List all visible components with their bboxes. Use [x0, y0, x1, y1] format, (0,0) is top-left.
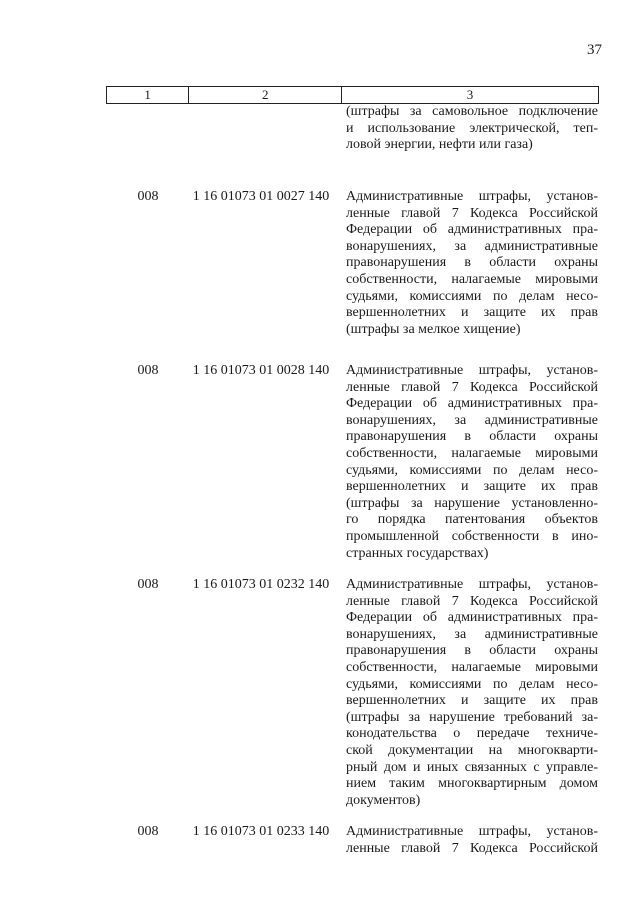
page-number: 37	[587, 42, 602, 58]
admin-code: 008	[137, 363, 159, 378]
header-col-1: 1	[107, 87, 189, 104]
kbk-code: 1 16 01073 01 0233 140	[192, 824, 330, 839]
row-description: Административные штрафы, установ- ленные главой 7 Кодекса Российской Федерации об административных пра- вонарушениях, за административные правонарушения в области охраны собственности, налагаемые мировыми судьями, комиссиями по делам несо- вершеннолетних и защите их прав (штрафы за нарушение требований за- конодательства о передаче техниче- ской документации на многокварти- рный дом и иных связанных с управле- нием таким многоквартирным домом документов)	[346, 577, 598, 808]
admin-code: 008	[137, 189, 159, 204]
row-description: Административные штрафы, установ- ленные главой 7 Кодекса Российской Федерации об административных пра- вонарушениях, за административные правонарушения в области охраны собственности, налагаемые мировыми судьями, комиссиями по делам несо- вершеннолетних и защите их прав (штрафы за нарушение установленно- го порядка патентования объектов промышленной собственности в ино- странных государствах)	[346, 363, 598, 561]
admin-code: 008	[137, 577, 159, 592]
table-header	[106, 86, 599, 104]
admin-code: 008	[137, 824, 159, 839]
table-row	[0, 577, 640, 824]
header-col-3: 3	[342, 87, 599, 104]
table-row	[0, 363, 640, 577]
table-row	[0, 189, 640, 363]
row-description: Административные штрафы, установ- ленные главой 7 Кодекса Российской	[346, 824, 598, 856]
continuation-row	[0, 104, 640, 189]
kbk-code: 1 16 01073 01 0027 140	[192, 189, 330, 204]
table-body	[0, 104, 640, 864]
table-row	[0, 824, 640, 864]
kbk-code: 1 16 01073 01 0028 140	[192, 363, 330, 378]
continuation-description: (штрафы за самовольное подключение и использование электрической, теп- ловой энергии, нефти или газа)	[346, 104, 598, 153]
header-col-2: 2	[189, 87, 342, 104]
kbk-code: 1 16 01073 01 0232 140	[192, 577, 330, 592]
row-description: Административные штрафы, установ- ленные главой 7 Кодекса Российской Федерации об административных пра- вонарушениях, за административные правонарушения в области охраны собственности, налагаемые мировыми судьями, комиссиями по делам несо- вершеннолетних и защите их прав (штрафы за мелкое хищение)	[346, 189, 598, 337]
